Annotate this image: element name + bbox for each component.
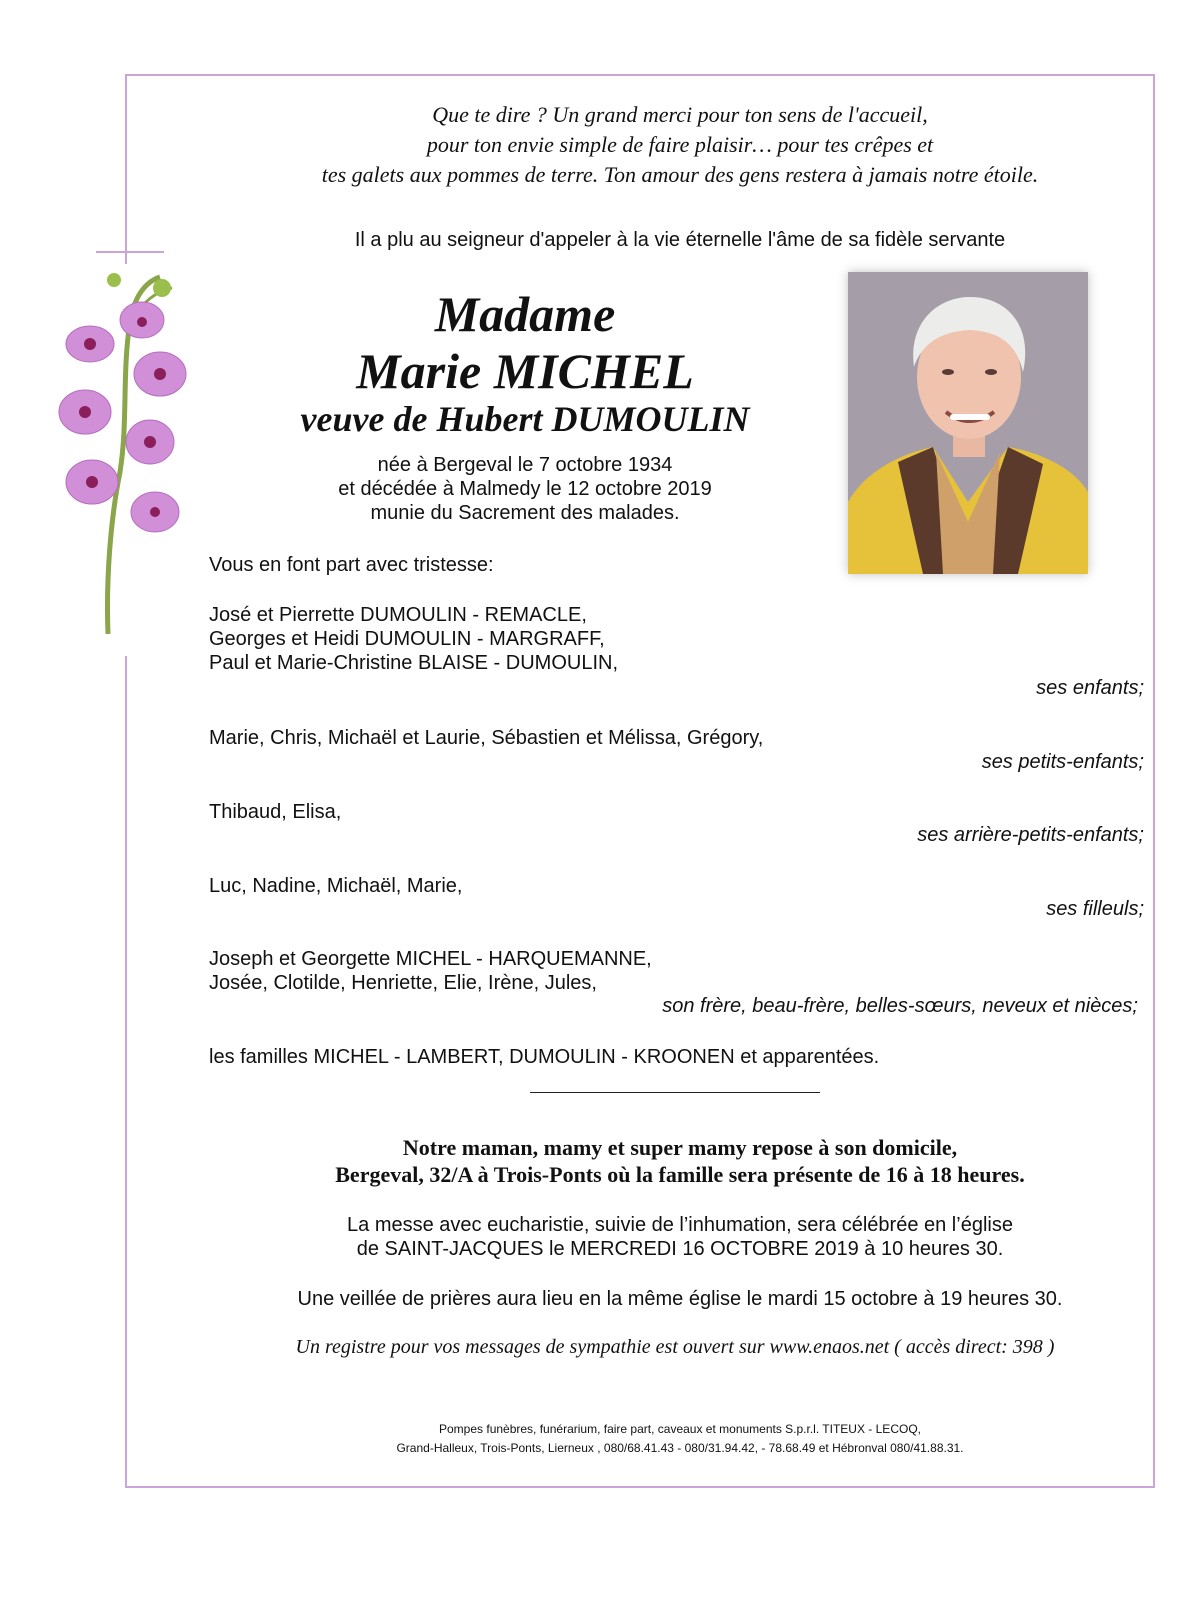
godchildren-list: Luc, Nadine, Michaël, Marie, bbox=[209, 875, 463, 897]
families-line: les familles MICHEL - LAMBERT, DUMOULIN - KROONEN et apparentées. bbox=[209, 1046, 880, 1068]
death-line: et décédée à Malmedy le 12 octobre 2019 bbox=[338, 478, 712, 500]
life-dates bbox=[255, 453, 795, 525]
divider bbox=[530, 1092, 820, 1093]
list-item: Josée, Clotilde, Henriette, Elie, Irène, Jules, bbox=[209, 972, 597, 994]
poem-line: Que te dire ? Un grand merci pour ton sens de l'accueil, bbox=[432, 102, 928, 127]
mass-line: La messe avec eucharistie, suivie de l’inhumation, sera célébrée en l’église bbox=[347, 1214, 1013, 1236]
great-grandchildren-role: ses arrière-petits-enfants; bbox=[917, 824, 1144, 846]
funeral-home-footer bbox=[230, 1420, 1130, 1458]
list-item: José et Pierrette DUMOULIN - REMACLE, bbox=[209, 604, 587, 626]
siblings-list bbox=[209, 947, 1149, 995]
footer-line: Pompes funèbres, funérarium, faire part, caveaux et monuments S.p.r.l. TITEUX - LECOQ, bbox=[439, 1422, 921, 1436]
announcement: Vous en font part avec tristesse: bbox=[209, 554, 494, 576]
register-notice: Un registre pour vos messages de sympathie est ouvert sur www.enaos.net ( accès direct: 398 ) bbox=[295, 1336, 1055, 1358]
poem bbox=[230, 100, 1130, 190]
list-item: Georges et Heidi DUMOULIN - MARGRAFF, bbox=[209, 628, 605, 650]
poem-line: pour ton envie simple de faire plaisir… pour tes crêpes et bbox=[426, 132, 934, 157]
portrait-photo bbox=[848, 272, 1088, 574]
deceased-name: Marie MICHEL bbox=[356, 343, 694, 399]
poem-line: tes galets aux pommes de terre. Ton amour des gens restera à jamais notre étoile. bbox=[321, 162, 1039, 187]
godchildren-role: ses filleuls; bbox=[1046, 898, 1144, 920]
grandchildren-list: Marie, Chris, Michaël et Laurie, Sébastien et Mélissa, Grégory, bbox=[209, 727, 764, 749]
mass-notice bbox=[230, 1213, 1130, 1261]
orchid-illustration bbox=[50, 262, 200, 634]
deceased-title: Madame bbox=[434, 286, 616, 342]
cross-horizontal bbox=[96, 251, 164, 253]
list-item: Joseph et Georgette MICHEL - HARQUEMANNE, bbox=[209, 948, 652, 970]
widow-of: veuve de Hubert DUMOULIN bbox=[300, 399, 750, 439]
great-grandchildren-list: Thibaud, Elisa, bbox=[209, 801, 342, 823]
repose-notice bbox=[230, 1134, 1130, 1188]
children-list bbox=[209, 603, 1149, 675]
sacrament-line: munie du Sacrement des malades. bbox=[370, 502, 680, 524]
vigil-notice: Une veillée de prières aura lieu en la même église le mardi 15 octobre à 19 heures 30. bbox=[297, 1288, 1063, 1310]
footer-line: Grand-Halleux, Trois-Ponts, Lierneux , 080/68.41.43 - 080/31.94.42, - 78.68.49 et Hébronval 080/41.88.31. bbox=[396, 1441, 964, 1455]
list-item: Paul et Marie-Christine BLAISE - DUMOULIN, bbox=[209, 652, 619, 674]
repose-line: Bergeval, 32/A à Trois-Ponts où la famille sera présente de 16 à 18 heures. bbox=[335, 1162, 1025, 1187]
children-role: ses enfants; bbox=[1036, 677, 1144, 699]
intro-text: Il a plu au seigneur d'appeler à la vie éternelle l'âme de sa fidèle servante bbox=[354, 229, 1006, 251]
birth-line: née à Bergeval le 7 octobre 1934 bbox=[377, 454, 673, 476]
siblings-role: son frère, beau-frère, belles-sœurs, neveux et nièces; bbox=[662, 995, 1138, 1017]
mass-line: de SAINT-JACQUES le MERCREDI 16 OCTOBRE 2019 à 10 heures 30. bbox=[356, 1238, 1004, 1260]
grandchildren-role: ses petits-enfants; bbox=[981, 751, 1144, 773]
repose-line: Notre maman, mamy et super mamy repose à son domicile, bbox=[402, 1135, 958, 1160]
